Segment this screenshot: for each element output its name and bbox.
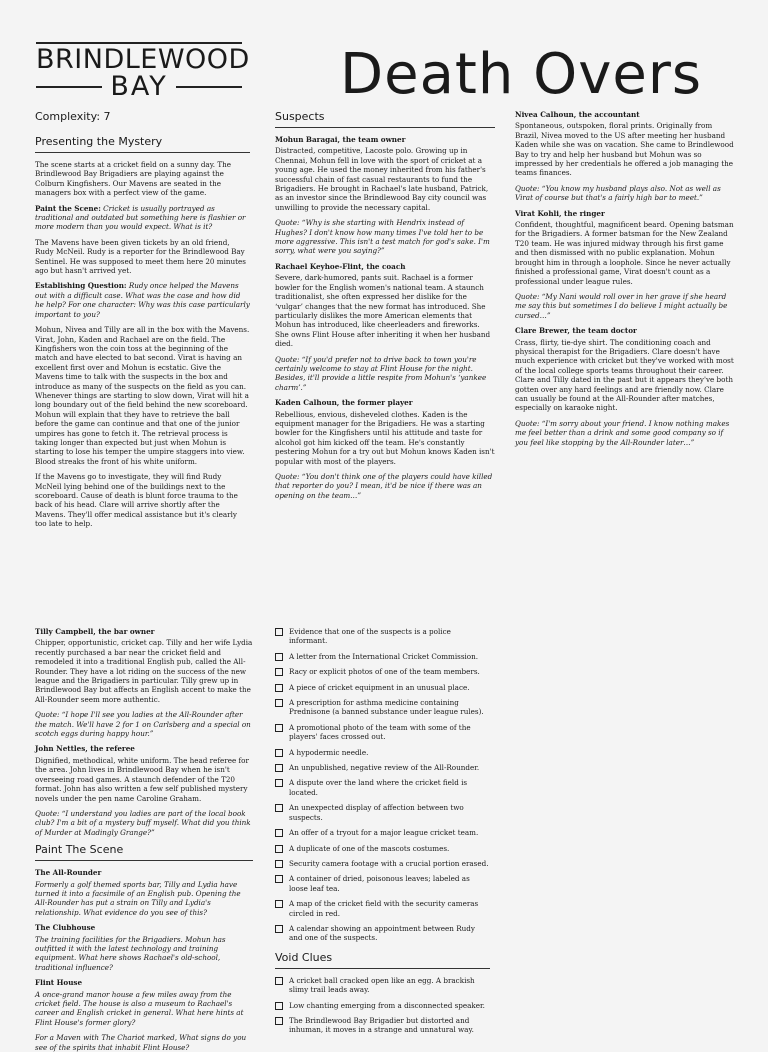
checkbox[interactable] [275, 779, 283, 787]
complexity-label: Complexity: 7 [35, 110, 111, 123]
suspect-quote [515, 292, 737, 320]
void-clue-list [275, 976, 490, 1035]
clue-item [275, 627, 490, 646]
suspect-quote-text: Quote: “My Nani would roll over in her grave if she heard me say this but sometimes I do believe I might actually be cursed…” [515, 291, 728, 320]
suspect-description: Chipper, opportunistic, cricket cap. Tilly and her wife Lydia recently purchased a bar near the cricket field and remodeled it into a traditional English pub, called the All-Rounder. They have a lot riding on the success of the new league and the Brigadiers in particular. Tilly grew up in Brindlewood Bay but affects an English accent to make the All-Rounder seem more authentic. [35, 638, 253, 704]
logo-left-rule [36, 86, 102, 88]
logo-line2: BAY [110, 71, 168, 102]
suspect-entry [35, 744, 253, 837]
location-entry [35, 923, 253, 972]
suspect-quote-text: Quote: “I understand you ladies are part of the local book club? I'm a bit of a mystery buff myself. What did you think of Murder at Madingly Grange?” [35, 808, 251, 837]
suspect-name: Mohun Baragai, the team owner [275, 135, 406, 144]
location-entry [35, 868, 253, 917]
clue-item [275, 652, 490, 661]
clue-text: A calendar showing an appointment between Rudy and one of the suspects. [289, 923, 475, 943]
clue-text: An offer of a tryout for a major league cricket team. [289, 828, 479, 838]
suspect-description: Rebellious, envious, disheveled clothes. Kaden is the equipment manager for the Brigadiers. He was a starting bowler for the Kingfishers until his attitude and taste for alcohol got him kicked off the team. He's constantly pestering Mohun for a try out but Mohun knows Kaden isn't popular with most of the players. [275, 409, 495, 466]
suspect-description: Severe, dark-humored, pants suit. Rachael is a former bowler for the English women's national team. A staunch traditionalist, she often expressed her dislike for the ‘vulgar’ changes that the new format has introduced. She particularly dislikes the more American elements that Mohun has introduced, like cheerleaders and fireworks. She owns Flint House after inheriting it when her husband died. [275, 273, 491, 349]
clue-text: A duplicate of one of the mascots costumes. [289, 843, 450, 853]
paint-scene-heading: Paint The Scene [35, 843, 253, 861]
clue-text: A piece of cricket equipment in an unusual place. [289, 682, 470, 692]
clue-item [275, 1001, 490, 1010]
suspects-right-column [515, 110, 737, 453]
clue-item [275, 723, 490, 742]
suspect-description: Confident, thoughtful, magnificent beard. Opening batsman for the Brigadiers. A former batsman for the New Zealand T20 team. He was injured midway through his first game and then dismissed with no public explanation. Mohun brought him in through a loophole. Since he never actually finished a professional game, Virat doesn't count as a professional under league rules. [515, 220, 734, 286]
checkbox[interactable] [275, 977, 283, 985]
checkbox[interactable] [275, 900, 283, 908]
location-entry [35, 978, 253, 1027]
page-title: Death Overs [340, 42, 703, 107]
location-name: Flint House [35, 978, 83, 988]
suspect-entry [275, 398, 495, 500]
lower-left-column [35, 627, 253, 1052]
checkbox[interactable] [275, 764, 283, 772]
suspect-entry [275, 262, 495, 392]
suspect-quote-text: Quote: “You don't think one of the players could have killed that reporter do you? I mean, it'd be nice if there was an opening on the team…” [275, 472, 493, 500]
checkbox[interactable] [275, 668, 283, 676]
clue-text: An unpublished, negative review of the All-Rounder. [289, 763, 480, 773]
void-clues-heading: Void Clues [275, 951, 490, 969]
suspect-quote-text: Quote: “I hope I'll see you ladies at the All-Rounder after the match. We'll have 2 for 1 on Carlsberg and a special on scotch eggs during happy hour.” [35, 710, 251, 739]
suspect-entry [515, 110, 737, 203]
clue-text: Racy or explicit photos of one of the team members. [289, 667, 480, 677]
suspect-entry [35, 627, 253, 738]
suspects-heading: Suspects [275, 110, 495, 128]
paint-scene-text: Cricket is usually portrayed as traditional and outdated but something here is flashier or more modern than you would expect. What is it? [35, 203, 246, 232]
clue-item [275, 698, 490, 717]
suspect-quote [515, 419, 737, 447]
clue-text: A container of dried, poisonous leaves; labeled as loose leaf tea. [289, 874, 470, 893]
suspect-name: Virat Kohli, the ringer [515, 208, 605, 218]
clue-item [275, 803, 490, 822]
clue-item [275, 976, 490, 995]
checkbox[interactable] [275, 653, 283, 661]
mavens-paragraph: The Mavens have been given tickets by an old friend, Rudy McNeil. Rudy is a reporter for the Brindlewood Bay Sentinel. He was supposed to meet them here 20 minutes ago but hasn't arrived yet. [35, 237, 246, 276]
suspect-quote [515, 184, 737, 203]
clue-item [275, 748, 490, 757]
chariot-prompt [35, 1033, 253, 1052]
mystery-column [35, 135, 250, 535]
clue-text: An unexpected display of affection between two suspects. [289, 803, 464, 822]
suspect-name: Clare Brewer, the team doctor [515, 326, 637, 336]
brindlewood-bay-logo [36, 42, 250, 104]
paint-scene-paragraph [35, 204, 250, 232]
suspect-description: Distracted, competitive, Lacoste polo. Growing up in Chennai, Mohun fell in love with the sport of cricket at a young age. He used the money inherited from his father's successful chain of fast casual restaurants to fund the Brigadiers. He brought in Rachael's late husband, Patrick, as an investor since the Brindlewood Bay city council was unwilling to provide the necessary capital. [275, 146, 489, 212]
logo-line1: BRINDLEWOOD [36, 44, 250, 75]
suspect-quote [275, 472, 495, 500]
checkbox[interactable] [275, 749, 283, 757]
suspect-name: Nivea Calhoun, the accountant [515, 110, 640, 119]
checkbox[interactable] [275, 845, 283, 853]
logo-right-rule [176, 86, 242, 88]
logo-bottom-row [36, 73, 242, 101]
mystery-heading: Presenting the Mystery [35, 135, 250, 153]
clue-item [275, 874, 490, 893]
location-text-content: Formerly a golf themed sports bar, Tilly and Lydia have turned it into a facsimile of an English pub. Opening the All-Rounder has put a strain on Tilly and Lydia's relationship. What evidence do you see of this? [35, 879, 241, 917]
suspect-name: John Nettles, the referee [35, 744, 135, 754]
mystery-body-2: If the Mavens go to investigate, they will find Rudy McNeil lying behind one of the buildings next to the scoreboard. Cause of death is blunt force trauma to the back of his head. Clare will arrive shortly after the Mavens. They'll offer medical assistance but it's clearly too late to help. [35, 472, 238, 529]
clue-list [275, 627, 490, 943]
suspect-description: Dignified, methodical, white uniform. The head referee for the area. John lives in Brindlewood Bay when he isn't overseeing road games. A staunch defender of the T20 format. John has also written a few self published mystery novels under the pen name Caroline Graham. [35, 755, 249, 803]
suspect-quote-text: Quote: “I'm sorry about your friend. I know nothing makes me feel better than a drink and some good company so if you feel like stopping by the All-Rounder later…” [515, 418, 730, 447]
checkbox[interactable] [275, 804, 283, 812]
suspect-quote [275, 355, 495, 393]
clue-text: A prescription for asthma medicine containing Prednisone (a banned substance under league rules). [289, 698, 484, 717]
checkbox[interactable] [275, 875, 283, 883]
establishing-question [35, 281, 250, 319]
checkbox[interactable] [275, 925, 283, 933]
clue-item [275, 899, 490, 918]
suspect-entry [515, 326, 737, 447]
checkbox[interactable] [275, 1002, 283, 1010]
question-text: Rudy once helped the Mavens out with a difficult case. What was the case and how did he help? For one character: Why was this case particularly important to you? [35, 281, 250, 319]
checkbox[interactable] [275, 699, 283, 707]
location-text [35, 880, 253, 918]
checkbox[interactable] [275, 628, 283, 636]
clues-column [275, 627, 490, 1035]
suspects-column [275, 110, 495, 506]
paint-scene-label: Paint the Scene: [35, 203, 101, 213]
suspect-name: Rachael Keyhoe-Flint, the coach [275, 261, 406, 271]
suspect-quote-text: Quote: “If you'd prefer not to drive back to town you're certainly welcome to stay at Flint House for the night. Besides, it'll provide a little respite from Mohun's ‘yankee charm’.” [275, 354, 487, 392]
clue-item [275, 1016, 490, 1035]
suspect-quote [275, 218, 495, 256]
clue-item [275, 667, 490, 676]
clue-text: A hypodermic needle. [289, 747, 369, 757]
clue-item [275, 683, 490, 692]
clue-text: A letter from the International Cricket Commission. [289, 651, 479, 661]
mystery-body-1: Mohun, Nivea and Tilly are all in the box with the Mavens. Virat, John, Kaden and Rachael are on the field. The Kingfishers won the coin toss at the beginning of the match and have elected to bat second. Virat is having an excellent first over and Mohun is ecstatic. Give the Mavens time to talk with the suspects in the box and introduce as many of the suspects on the field as you can. Whenever things are starting to slow down, Virat will hit a long boundary out of the field behind the new scoreboard. Mohun will explain that they have to retrieve the ball before the game can continue and that one of the junior umpires has gone to fetch it. The retrieval process is taking longer than expected but just when Mohun is starting to lose his temper the umpire staggers into view. Blood streaks the front of his white uniform. [35, 325, 250, 466]
suspect-description: Spontaneous, outspoken, floral prints. Originally from Brazil, Nivea moved to the US after meeting her husband Kaden while she was on vacation. She came to Brindlewood Bay to try and help her husband but Mohun was so impressed by her credentials he offered a job managing the teams finances. [515, 121, 734, 178]
suspect-entry [275, 135, 495, 256]
mystery-intro: The scene starts at a cricket field on a sunny day. The Brindlewood Bay Brigadiers are playing against the Colburn Kingfishers. Our Mavens are seated in the managers box with a perfect view of the game. [35, 160, 232, 198]
suspect-entry [515, 209, 737, 320]
clue-text: A cricket ball cracked open like an egg. A brackish slimy trail leads away. [289, 975, 475, 995]
clue-text: A dispute over the land where the cricket field is located. [289, 778, 468, 797]
clue-item [275, 763, 490, 772]
checkbox[interactable] [275, 860, 283, 868]
clue-text: A promotional photo of the team with some of the players' faces crossed out. [289, 722, 471, 742]
clue-item [275, 828, 490, 837]
clue-item [275, 844, 490, 853]
clue-item [275, 859, 490, 868]
clue-text: Evidence that one of the suspects is a police informant. [289, 627, 451, 646]
location-name: The All-Rounder [35, 868, 102, 878]
suspect-name: Tilly Campbell, the bar owner [35, 627, 155, 636]
checkbox[interactable] [275, 1017, 283, 1025]
question-label: Establishing Question: [35, 281, 127, 291]
clue-text: The Brindlewood Bay Brigadier but distorted and inhuman, it moves in a strange and unnatural way. [289, 1015, 474, 1035]
suspect-quote-text: Quote: “Why is she starting with Hendrix instead of Hughes? I don't know how many times I've told her to be more aggressive. This isn't a test match for god's sake. I'm sorry, what were you saying?” [275, 218, 490, 256]
clue-text: Security camera footage with a crucial portion erased. [289, 858, 489, 868]
suspect-name: Kaden Calhoun, the former player [275, 398, 413, 408]
clue-text: Low chanting emerging from a disconnected speaker. [289, 1000, 485, 1010]
location-text-content: The training facilities for the Brigadiers. Mohun has outfitted it with the latest technology and training equipment. What here shows Rachael's old-school, traditional influence? [35, 934, 226, 972]
checkbox[interactable] [275, 829, 283, 837]
location-text [35, 935, 253, 973]
clue-item [275, 778, 490, 797]
checkbox[interactable] [275, 684, 283, 692]
suspect-quote-text: Quote: “You know my husband plays also. Not as well as Virat of course but that's a fairly high bar to meet.” [515, 183, 721, 203]
suspect-quote [35, 809, 253, 837]
clue-text: A map of the cricket field with the security cameras circled in red. [289, 899, 479, 918]
location-name: The Clubhouse [35, 923, 96, 933]
checkbox[interactable] [275, 724, 283, 732]
clue-item [275, 924, 490, 943]
chariot-prompt-text: For a Maven with The Chariot marked, What signs do you see of the spirits that inhabit Flint House? [35, 1033, 247, 1052]
suspect-description: Crass, flirty, tie-dye shirt. The conditioning coach and physical therapist for the Brigadiers. Clare doesn't have much experience with cricket but they've worked with most of the local college sports teams throughout their career. Clare and Tilly dated in the past but it appears they've both gotten over any hard feelings and are friendly now. Clare can usually be found at the All-Rounder after matches, especially on karaoke night. [515, 337, 734, 413]
location-text [35, 990, 253, 1028]
suspect-quote [35, 710, 253, 738]
location-text-content: A once-grand manor house a few miles away from the cricket field. The house is also a museum to Rachael's career and English cricket in general. What here hints at Flint House's former glory? [35, 989, 244, 1027]
